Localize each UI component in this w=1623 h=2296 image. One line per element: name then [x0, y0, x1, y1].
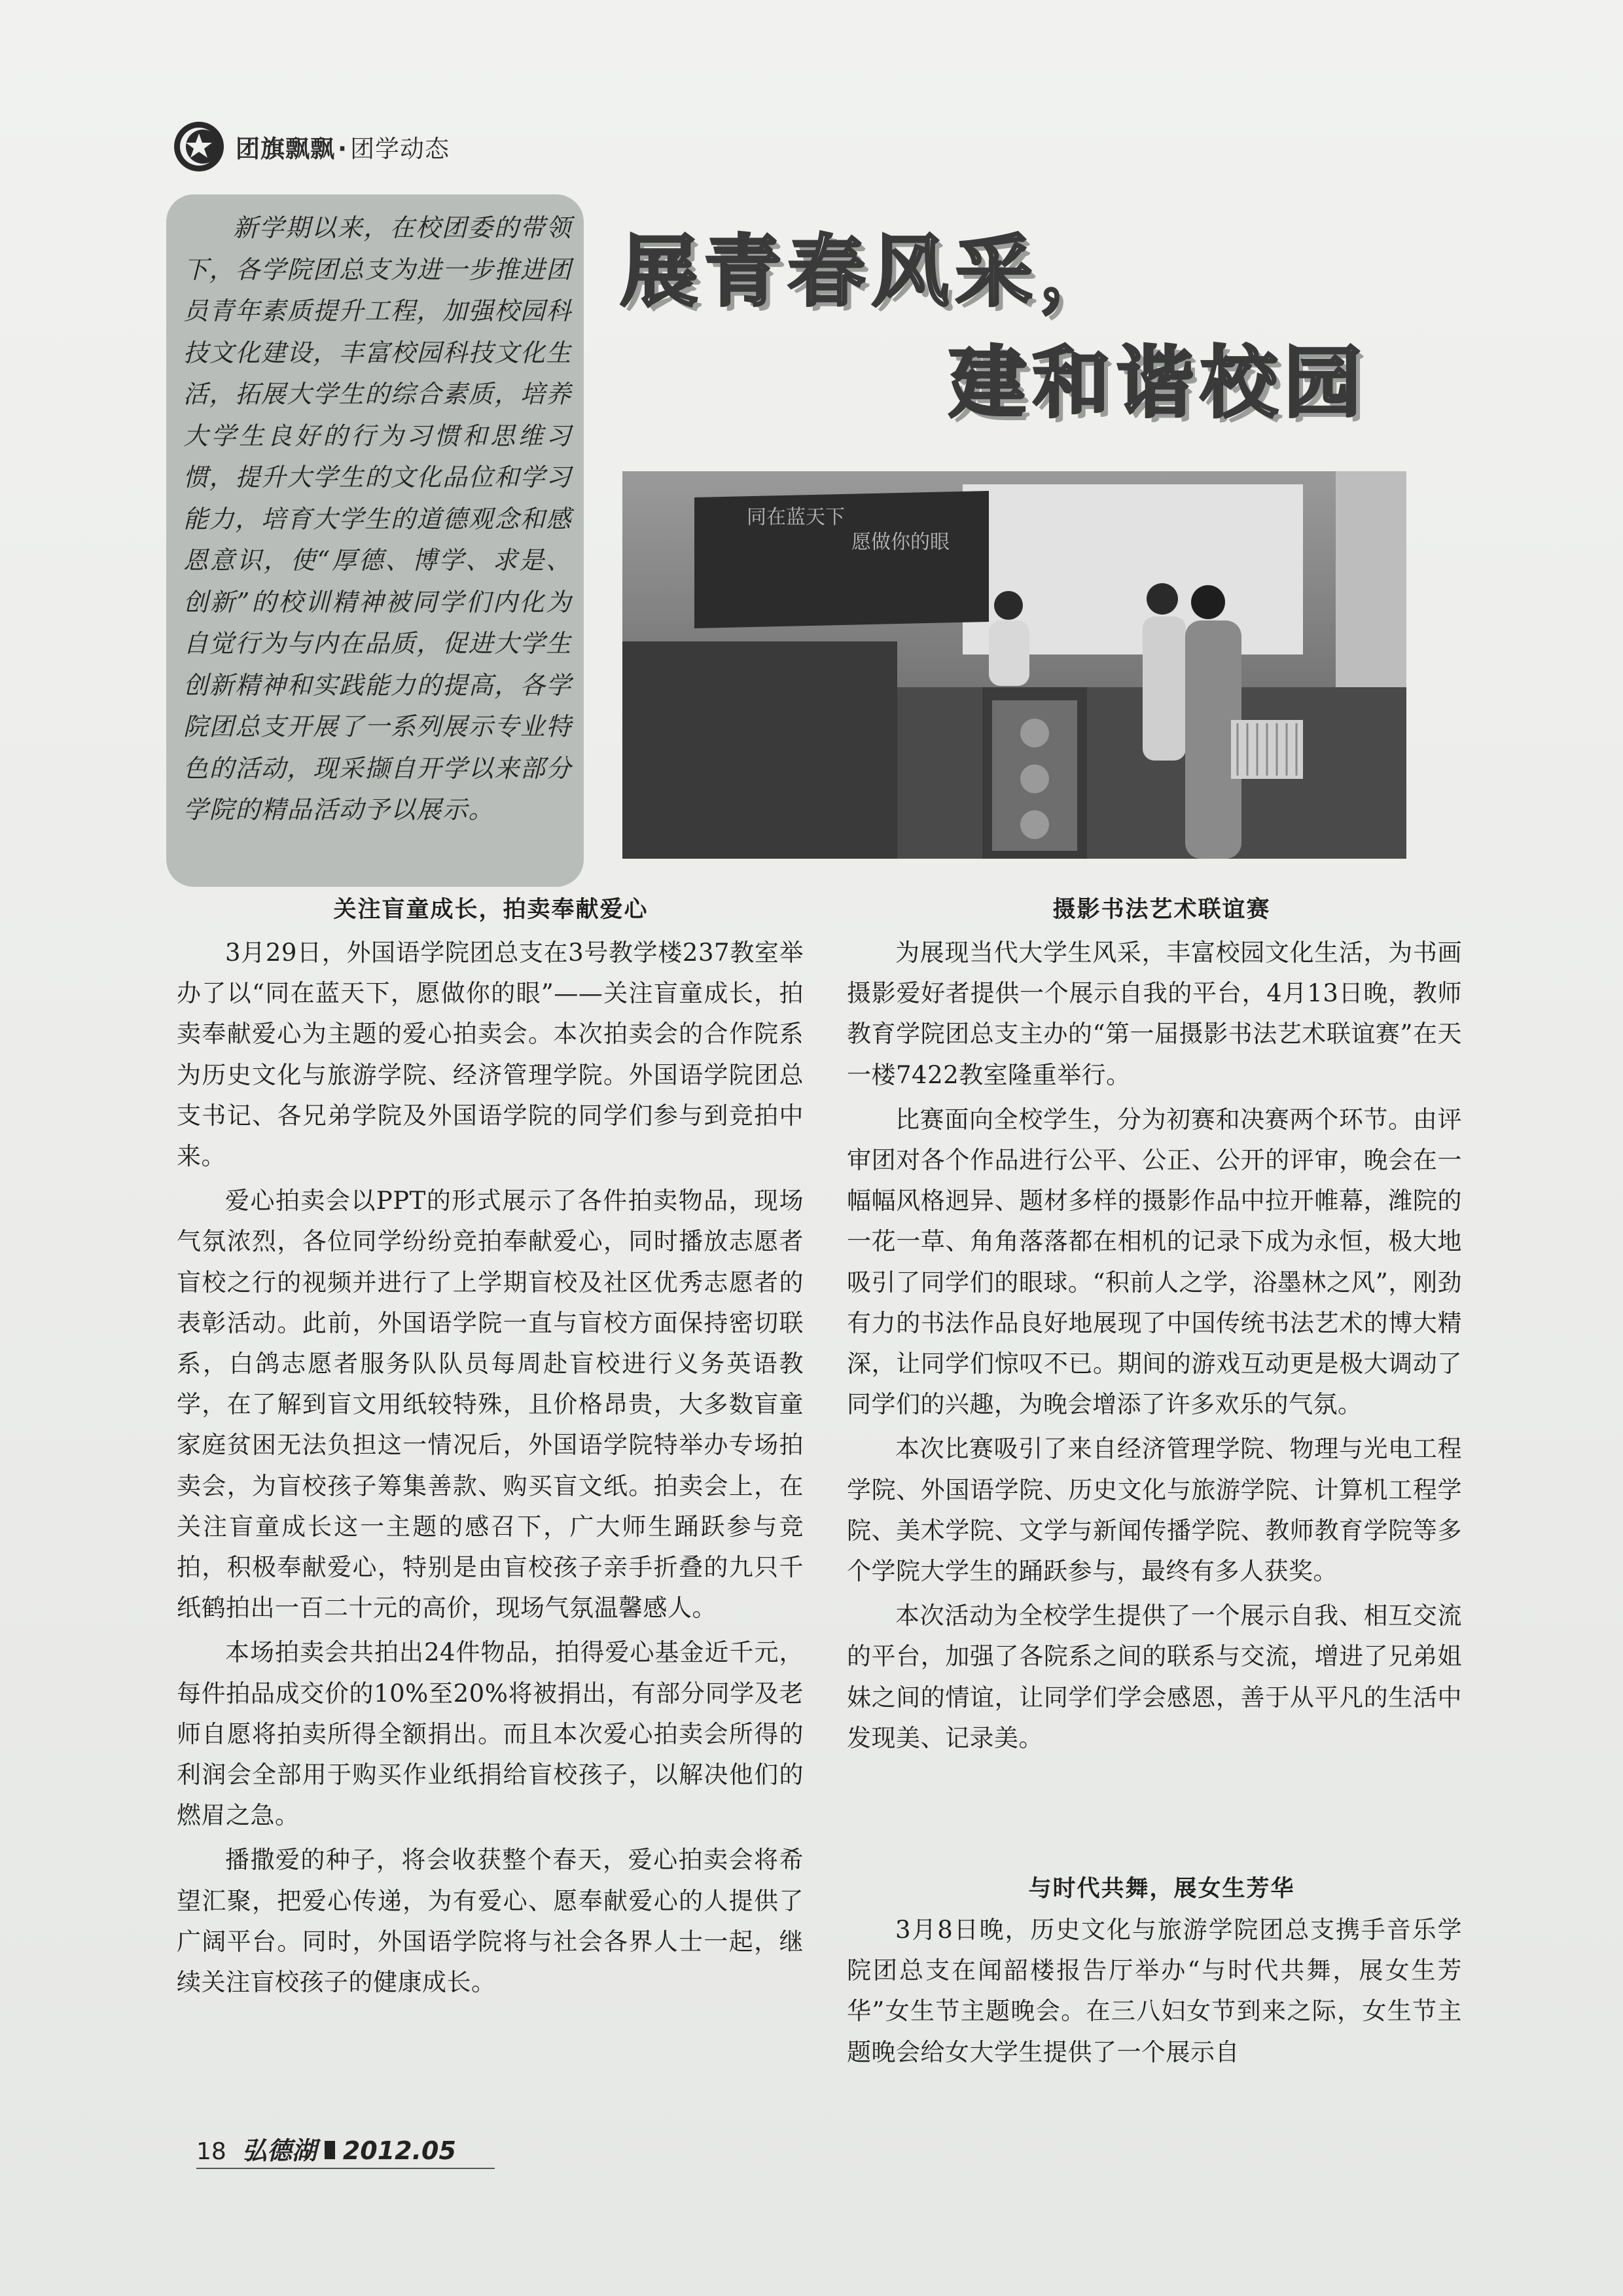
article3-title: 与时代共舞，展女生芳华 — [1028, 1876, 1295, 1902]
article3-paragraph: 3月8日晚，历史文化与旅游学院团总支携手音乐学院团总支在闻韶楼报告厅举办“与时代共舞，展女生芳华”女生节主题晚会。在三八妇女节到来之际，女生节主题晚会给女大学生提供了一个展示自 — [847, 1916, 1462, 2066]
subsection-name: 团学动态 — [350, 135, 450, 163]
article1-paragraph: 爱心拍卖会以PPT的形式展示了各件拍卖物品，现场气氛浓烈，各位同学纷纷竞拍奉献爱心，同时播放志愿者盲校之行的视频并进行了上学期盲校及社区优秀志愿者的表彰活动。此前，外国语学院一直与盲校方面保持密切联系，白鸽志愿者服务队队员每周赴盲校进行义务英语教学，在了解到盲文用纸较特殊，且价格昂贵，大多数盲童家庭贫困无法负担这一情况后，外国语学院特举办专场拍卖会，为盲校孩子筹集善款、购买盲文纸。拍卖会上，在关注盲童成长这一主题的感召下，广大师生踊跃参与竞拍，积极奉献爱心，特别是由盲校孩子亲手折叠的九只千纸鹤拍出一百二十元的高价，现场气氛温馨感人。 — [177, 1187, 804, 1623]
page-footer — [196, 2130, 456, 2166]
photo-board-text-1: 同在蓝天下 — [747, 506, 845, 529]
event-photo — [622, 471, 1406, 859]
intro-box — [166, 194, 584, 887]
headline-line-2: 建和谐校园 — [949, 338, 1368, 428]
photo-board-text-2: 愿做你的眼 — [851, 531, 950, 554]
headline-line-1: 展青春风采， — [620, 226, 1124, 317]
article2-paragraph: 本次活动为全校学生提供了一个展示自我、相互交流的平台，加强了各院系之间的联系与交流，增进了兄弟姐妹之间的情谊，让同学们学会感恩，善于从平凡的生活中发现美、记录美。 — [847, 1602, 1462, 1752]
journal-name: 弘德湖 — [241, 2136, 317, 2165]
page-number: 18 — [196, 2138, 226, 2165]
youth-league-emblem-icon — [171, 119, 226, 174]
article1-paragraph: 本场拍卖会共拍出24件物品，拍得爱心基金近千元，每件拍品成交价的10%至20%将被捐出，有部分同学及老师自愿将拍卖所得全额捐出。而且本次爱心拍卖会所得的利润会全部用于购买作业纸捐给盲校孩子，以解决他们的燃眉之急。 — [177, 1638, 804, 1830]
article2-paragraph: 为展现当代大学生风采，丰富校园文化生活，为书画摄影爱好者提供一个展示自我的平台，4月13日晚，教师教育学院团总支主办的“第一届摄影书法艺术联谊赛”在天一楼7422教室隆重举行。 — [847, 939, 1462, 1089]
article1-body — [177, 933, 804, 2007]
issue-number: 2012.05 — [342, 2136, 456, 2165]
article2-paragraph: 比赛面向全校学生，分为初赛和决赛两个环节。由评审团对各个作品进行公平、公正、公开的评审，晚会在一幅幅风格迥异、题材多样的摄影作品中拉开帷幕，潍院的一花一草、角角落落都在相机的记录下成为永恒，极大地吸引了同学们的眼球。“积前人之学，浴墨林之风”，刚劲有力的书法作品良好地展现了中国传统书法艺术的博大精深，让同学们惊叹不已。期间的游戏互动更是极大调动了同学们的兴趣，为晚会增添了许多欢乐的气氛。 — [847, 1105, 1462, 1419]
intro-text: 新学期以来，在校团委的带领下，各学院团总支为进一步推进团员青年素质提升工程，加强校园科技文化建设，丰富校园科技文化生活，拓展大学生的综合素质，培养大学生良好的行为习惯和思维习惯，提升大学生的文化品位和学习能力，培育大学生的道德观念和感恩意识，使“厚德、博学、求是、创新”的校训精神被同学们内化为自觉行为与内在品质，促进大学生创新精神和实践能力的提高，各学院团总支开展了一系列展示专业特色的活动，现采撷自开学以来部分学院的精品活动予以展示。 — [183, 213, 573, 824]
article1-title: 关注盲童成长，拍卖奉献爱心 — [333, 897, 649, 923]
article2-body — [847, 933, 1462, 1763]
article2-title: 摄影书法艺术联谊赛 — [1052, 897, 1271, 923]
footer-block-mark — [325, 2141, 335, 2159]
article2-paragraph: 本次比赛吸引了来自经济管理学院、物理与光电工程学院、外国语学院、历史文化与旅游学院、计算机工程学院、美术学院、文学与新闻传播学院、教师教育学院等多个学院大学生的踊跃参与，最终有多人获奖。 — [847, 1435, 1462, 1586]
section-name: 团旗飘飘 — [236, 135, 335, 163]
footer-rule — [196, 2168, 495, 2169]
article3-body — [847, 1910, 1462, 2077]
section-header — [171, 119, 450, 174]
headline — [609, 209, 1414, 428]
article1-paragraph: 播撒爱的种子，将会收获整个春天，爱心拍卖会将希望汇聚，把爱心传递，为有爱心、愿奉献爱心的人提供了广阔平台。同时，外国语学院将与社会各界人士一起，继续关注盲校孩子的健康成长。 — [177, 1846, 804, 1997]
article1-paragraph: 3月29日，外国语学院团总支在3号教学楼237教室举办了以“同在蓝天下，愿做你的眼”——关注盲童成长，拍卖奉献爱心为主题的爱心拍卖会。本次拍卖会的合作院系为历史文化与旅游学院、经济管理学院。外国语学院团总支书记、各兄弟学院及外国语学院的同学们参与到竞拍中来。 — [177, 939, 804, 1171]
section-separator: · — [338, 135, 348, 163]
section-label — [236, 129, 450, 164]
